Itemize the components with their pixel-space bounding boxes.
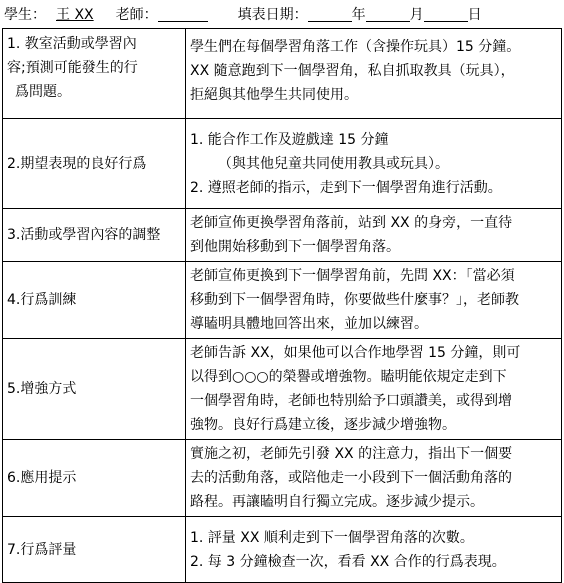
table-row (3, 262, 562, 339)
table-row (3, 209, 562, 262)
row-content: 實施之初，老師先引發 XX 的注意力，指出下一個要 去的活動角落，或陪他走一小段到下一個活動角落的 路程。再讓瞌明自行獨立完成。逐步減少提示。 (186, 440, 562, 517)
year-label: 年 (351, 7, 366, 23)
row-label: 4.行爲訓練 (3, 262, 186, 339)
student-name: 王 XX (56, 7, 94, 23)
day-blank[interactable] (424, 5, 468, 22)
row-content: 1. 評量 XX 順利走到下一個學習角落的次數。 2. 每 3 分鐘檢查一次，看看 XX 合作的行爲表現。 (186, 517, 562, 583)
row-content: 老師告訴 XX，如果他可以合作地學習 15 分鐘，則可 以得到○○○的榮譽或增強物。瞌明能依規定走到下 一個學習角時，老師也特別給予口頭讚美，或得到增 強物。良好行爲建立後，逐步減少增強物。 (186, 339, 562, 440)
row-content: 1. 能合作工作及遊戲達 15 分鐘 （與其他兒童共同使用教具或玩具）。 2. 遵照老師的指示，走到下一個學習角進行活動。 (186, 119, 562, 209)
teacher-blank[interactable] (158, 5, 208, 22)
table-row (3, 29, 562, 119)
row-label: 7.行爲評量 (3, 517, 186, 583)
student-label: 學生： (4, 7, 46, 23)
table-row (3, 339, 562, 440)
row-content: 老師宣佈更換到下一個學習角前，先問 XX：「當必須 移動到下一個學習角時，你要做些什麼事？」，老師教 導瞌明具體地回答出來，並加以練習。 (186, 262, 562, 339)
teacher-label: 老師： (115, 7, 158, 23)
month-blank[interactable] (366, 5, 410, 22)
form-header (4, 5, 482, 27)
table-row (3, 440, 562, 517)
row-label: 2.期望表現的良好行爲 (3, 119, 186, 209)
row-content: 老師宣佈更換學習角落前，站到 XX 的身旁，一直待 到他開始移動到下一個學習角落。 (186, 209, 562, 262)
row-label: 3.活動或學習內容的調整 (3, 209, 186, 262)
table-row (3, 119, 562, 209)
month-label: 月 (409, 7, 424, 23)
date-label: 填表日期： (237, 7, 308, 23)
year-blank[interactable] (308, 5, 352, 22)
row-label: 5.增強方式 (3, 339, 186, 440)
plan-table (2, 28, 562, 583)
row-content: 學生們在每個學習角落工作（含操作玩具）15 分鐘。 XX 隨意跑到下一個學習角，私自抓取教具（玩具）， 拒絕與其他學生共同使用。 (186, 29, 562, 119)
table-row (3, 517, 562, 583)
row-label: 6.應用提示 (3, 440, 186, 517)
day-label: 日 (467, 7, 482, 23)
row-label: 1. 教室活動或學習內 容;預測可能發生的行 爲問題。 (3, 29, 186, 119)
